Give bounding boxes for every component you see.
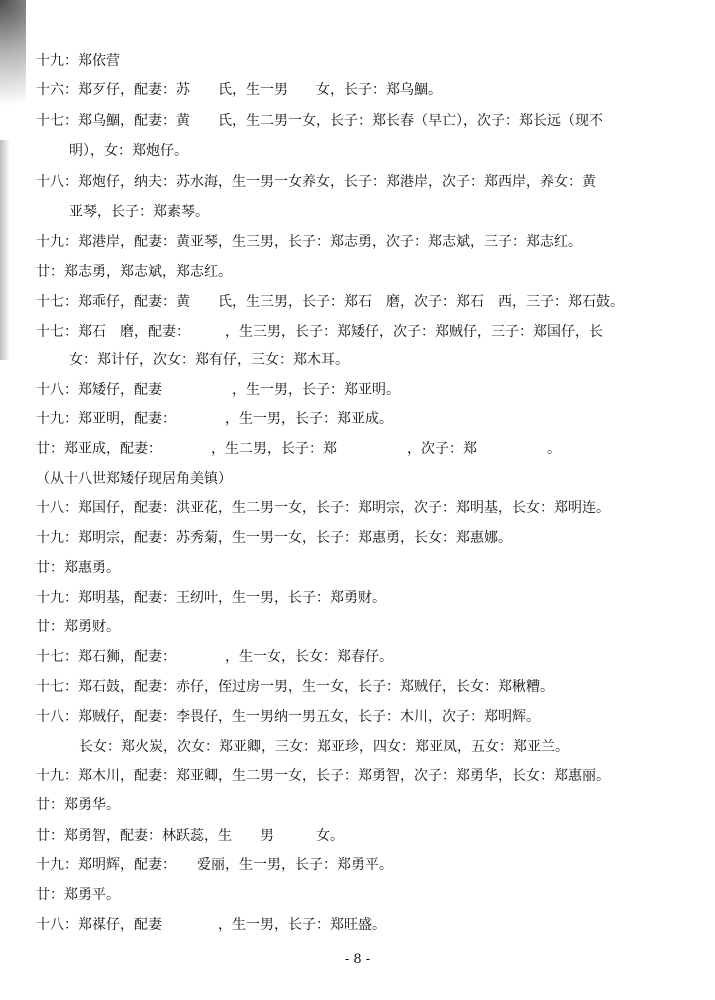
genealogy-line: 十九：郑依营 [36,53,120,69]
genealogy-line: 十九：郑明宗，配妻：苏秀菊，生一男一女，长子：郑惠勇，长女：郑惠娜。 [36,530,512,546]
genealogy-line: 廿：郑勇平。 [36,887,120,903]
genealogy-line: 廿：郑勇财。 [36,619,120,635]
genealogy-line: 十九：郑明辉，配妻： 爱丽，生一男，长子：郑勇平。 [36,857,393,873]
genealogy-line: 十八：郑贼仔，配妻：李畏仔，生一男纳一男五女，长子：木川，次子：郑明辉。 [36,709,540,725]
genealogy-line: 十九：郑港岸，配妻：黄亚琴，生三男，长子：郑志勇，次子：郑志斌，三子：郑志红。 [36,234,582,250]
genealogy-line: 十九：郑明基，配妻：王纫叶，生一男，长子：郑勇财。 [36,590,386,606]
genealogy-line: 十七：郑乌鯝，配妻：黄 氏，生二男一女，长子：郑长春（早亡），次子：郑长远（现不 [36,113,603,129]
genealogy-line: 廿：郑亚成，配妻： ，生二男，长子：郑 ，次子：郑 。 [36,441,561,457]
page-number: - 8 - [344,952,371,967]
genealogy-line: 十八：郑炮仔，纳夫：苏水海，生一男一女养女，长子：郑港岸，次子：郑西岸，养女：黄 [36,174,596,190]
genealogy-line: 十七：郑石狮，配妻： ，生一女，长女：郑春仔。 [36,649,393,665]
genealogy-line: 廿：郑志勇，郑志斌，郑志红。 [36,264,232,280]
genealogy-line-continued: 长女：郑火炭，次女：郑亚卿，三女：郑亚珍，四女：郑亚凤，五女：郑亚兰。 [79,739,569,755]
genealogy-line: 十七：郑石 磨，配妻： ，生三男，长子：郑矮仔，次子：郑贼仔，三子：郑国仔，长 [36,324,603,340]
genealogy-line: 十六：郑歹仔，配妻：苏 氏，生一男 女，长子：郑乌鯝。 [36,82,442,98]
genealogy-line-continued: 明），女：郑炮仔。 [69,143,188,159]
genealogy-line: 十八：郑禖仔，配妻 ，生一男，长子：郑旺盛。 [36,917,386,933]
genealogy-line: 十八：郑矮仔，配妻 ，生一男，长子：郑亚明。 [36,382,400,398]
genealogy-line: 廿：郑勇华。 [36,797,120,813]
section-note: （从十八世郑矮仔现居角美镇） [36,471,232,487]
genealogy-line: 十九：郑亚明，配妻： ，生一男，长子：郑亚成。 [36,411,393,427]
genealogy-line: 十七：郑石鼓，配妻：赤仔，侄过房一男，生一女，长子：郑贼仔，长女：郑楸糟。 [36,679,554,695]
genealogy-line: 十七：郑乖仔，配妻：黄 氏，生三男，长子：郑石 磨，次子：郑石 西，三子：郑石鼓。 [36,294,624,310]
genealogy-line: 十九：郑木川，配妻：郑亚卿，生二男一女，长子：郑勇智，次子：郑勇华，长女：郑惠丽。 [36,768,610,784]
genealogy-line: 廿：郑勇智，配妻：林跃蕊，生 男 女。 [36,828,344,844]
genealogy-line: 廿：郑惠勇。 [36,560,120,576]
genealogy-line-continued: 女：郑计仔，次女：郑有仔，三女：郑木耳。 [69,352,349,368]
genealogy-line: 十八：郑国仔，配妻：洪亚花，生二男一女，长子：郑明宗，次子：郑明基，长女：郑明连。 [36,500,610,516]
genealogy-line-continued: 亚琴，长子：郑素琴。 [69,204,209,220]
